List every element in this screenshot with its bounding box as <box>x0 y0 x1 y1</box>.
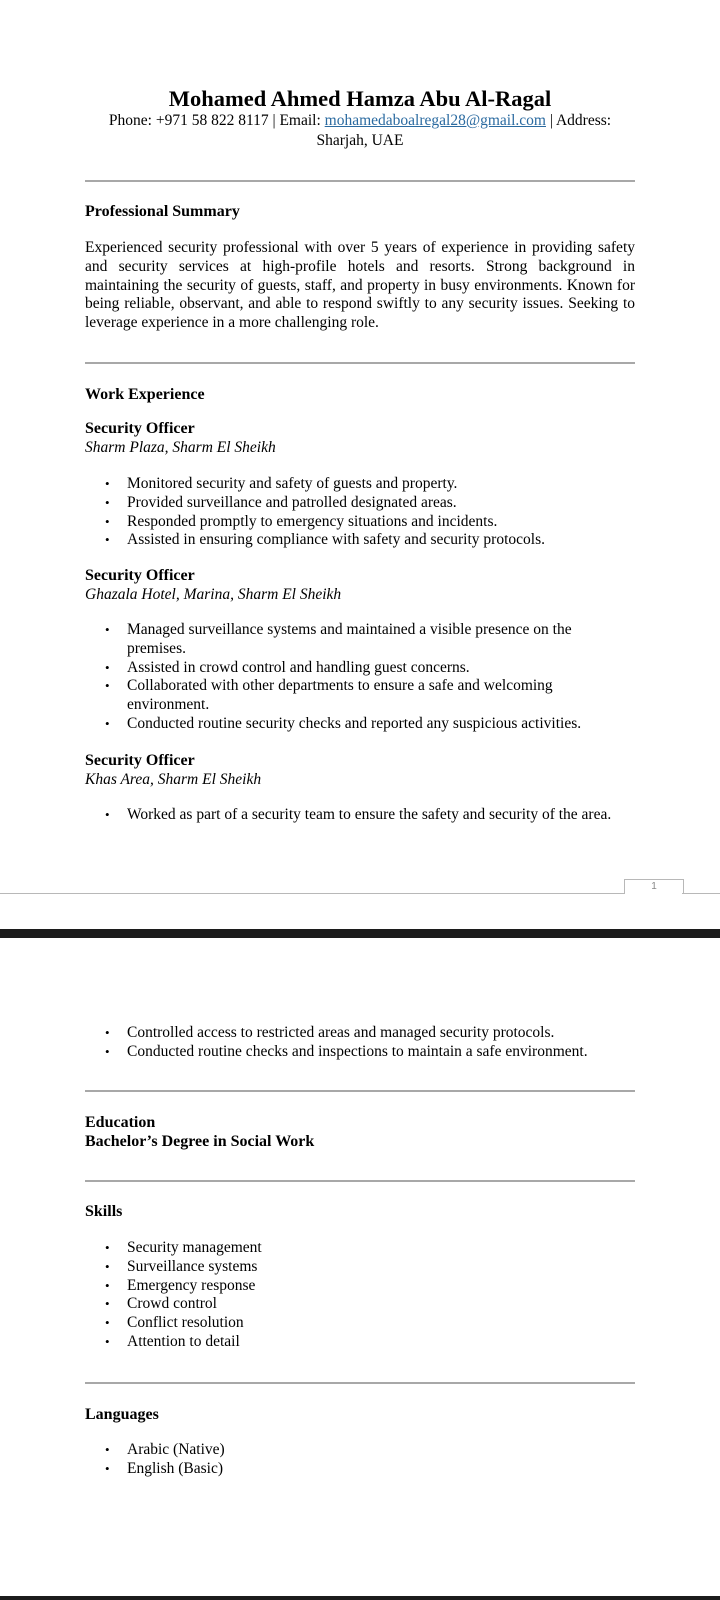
section-divider <box>85 180 635 182</box>
experience-heading: Work Experience <box>85 386 205 403</box>
job-place: Khas Area, Sharm El Sheikh <box>85 771 262 788</box>
page-break <box>0 1596 720 1600</box>
list-item: • Conducted routine checks and inspections to maintain a safe environment. <box>85 1043 625 1062</box>
list-item: • Responded promptly to emergency situations and incidents. <box>85 513 625 532</box>
job-duties-list <box>85 621 625 734</box>
list-item: • Surveillance systems <box>85 1258 625 1277</box>
summary-text: Experienced security professional with over 5 years of experience in providing safety and security services at high-profile hotels and resorts. Strong background in maintaining the security of guests, staff, and property in busy environments. Known for being reliable, observant, and able to respond swiftly to any security issues. Seeking to leverage experience in a more challenging role. <box>85 239 635 332</box>
section-divider <box>85 1382 635 1384</box>
education-heading: Education <box>85 1114 156 1131</box>
page-footer-line <box>0 893 624 894</box>
document-page-2 <box>0 939 720 1600</box>
skills-list <box>85 1239 625 1352</box>
list-item: • Security management <box>85 1239 625 1258</box>
job-duties-list <box>85 806 625 825</box>
degree: Bachelor’s Degree in Social Work <box>85 1133 315 1150</box>
job-duties-list <box>85 1024 625 1062</box>
list-item: • Controlled access to restricted areas and managed security protocols. <box>85 1024 625 1043</box>
list-item: • Collaborated with other departments to ensure a safe and welcoming environment. <box>85 677 625 715</box>
job-place: Ghazala Hotel, Marina, Sharm El Sheikh <box>85 586 342 603</box>
list-item: • Attention to detail <box>85 1333 625 1352</box>
page-number: 1 <box>624 879 684 894</box>
list-item: • Worked as part of a security team to ensure the safety and security of the area. <box>85 806 625 825</box>
list-item: • Conflict resolution <box>85 1314 625 1333</box>
list-item: • Emergency response <box>85 1277 625 1296</box>
list-item: • Arabic (Native) <box>85 1441 625 1460</box>
email-link[interactable]: mohamedaboalregal28@gmail.com <box>324 112 546 129</box>
contact-line <box>88 111 632 151</box>
section-divider <box>85 1090 635 1092</box>
list-item: • Assisted in crowd control and handling guest concerns. <box>85 659 625 678</box>
list-item: • Monitored security and safety of guests and property. <box>85 475 625 494</box>
section-divider <box>85 362 635 364</box>
list-item: • English (Basic) <box>85 1460 625 1479</box>
list-item: • Conducted routine security checks and reported any suspicious activities. <box>85 715 625 734</box>
address-text: | Address: Sharjah, UAE <box>316 112 612 149</box>
page-break <box>0 929 720 938</box>
job-place: Sharm Plaza, Sharm El Sheikh <box>85 439 276 456</box>
page-footer-line <box>682 893 720 894</box>
job-title: Security Officer <box>85 567 195 584</box>
list-item: • Assisted in ensuring compliance with safety and security protocols. <box>85 531 625 550</box>
languages-list <box>85 1441 625 1479</box>
list-item: • Managed surveillance systems and maintained a visible presence on the premises. <box>85 621 625 659</box>
candidate-name: Mohamed Ahmed Hamza Abu Al-Ragal <box>168 86 552 111</box>
skills-heading: Skills <box>85 1203 123 1220</box>
list-item: • Crowd control <box>85 1295 625 1314</box>
section-divider <box>85 1180 635 1182</box>
job-title: Security Officer <box>85 420 195 437</box>
phone-text: Phone: +971 58 822 8117 | Email: <box>108 112 325 129</box>
languages-heading: Languages <box>85 1406 159 1423</box>
summary-heading: Professional Summary <box>85 203 240 220</box>
list-item: • Provided surveillance and patrolled designated areas. <box>85 494 625 513</box>
job-title: Security Officer <box>85 752 195 769</box>
job-duties-list <box>85 475 625 550</box>
